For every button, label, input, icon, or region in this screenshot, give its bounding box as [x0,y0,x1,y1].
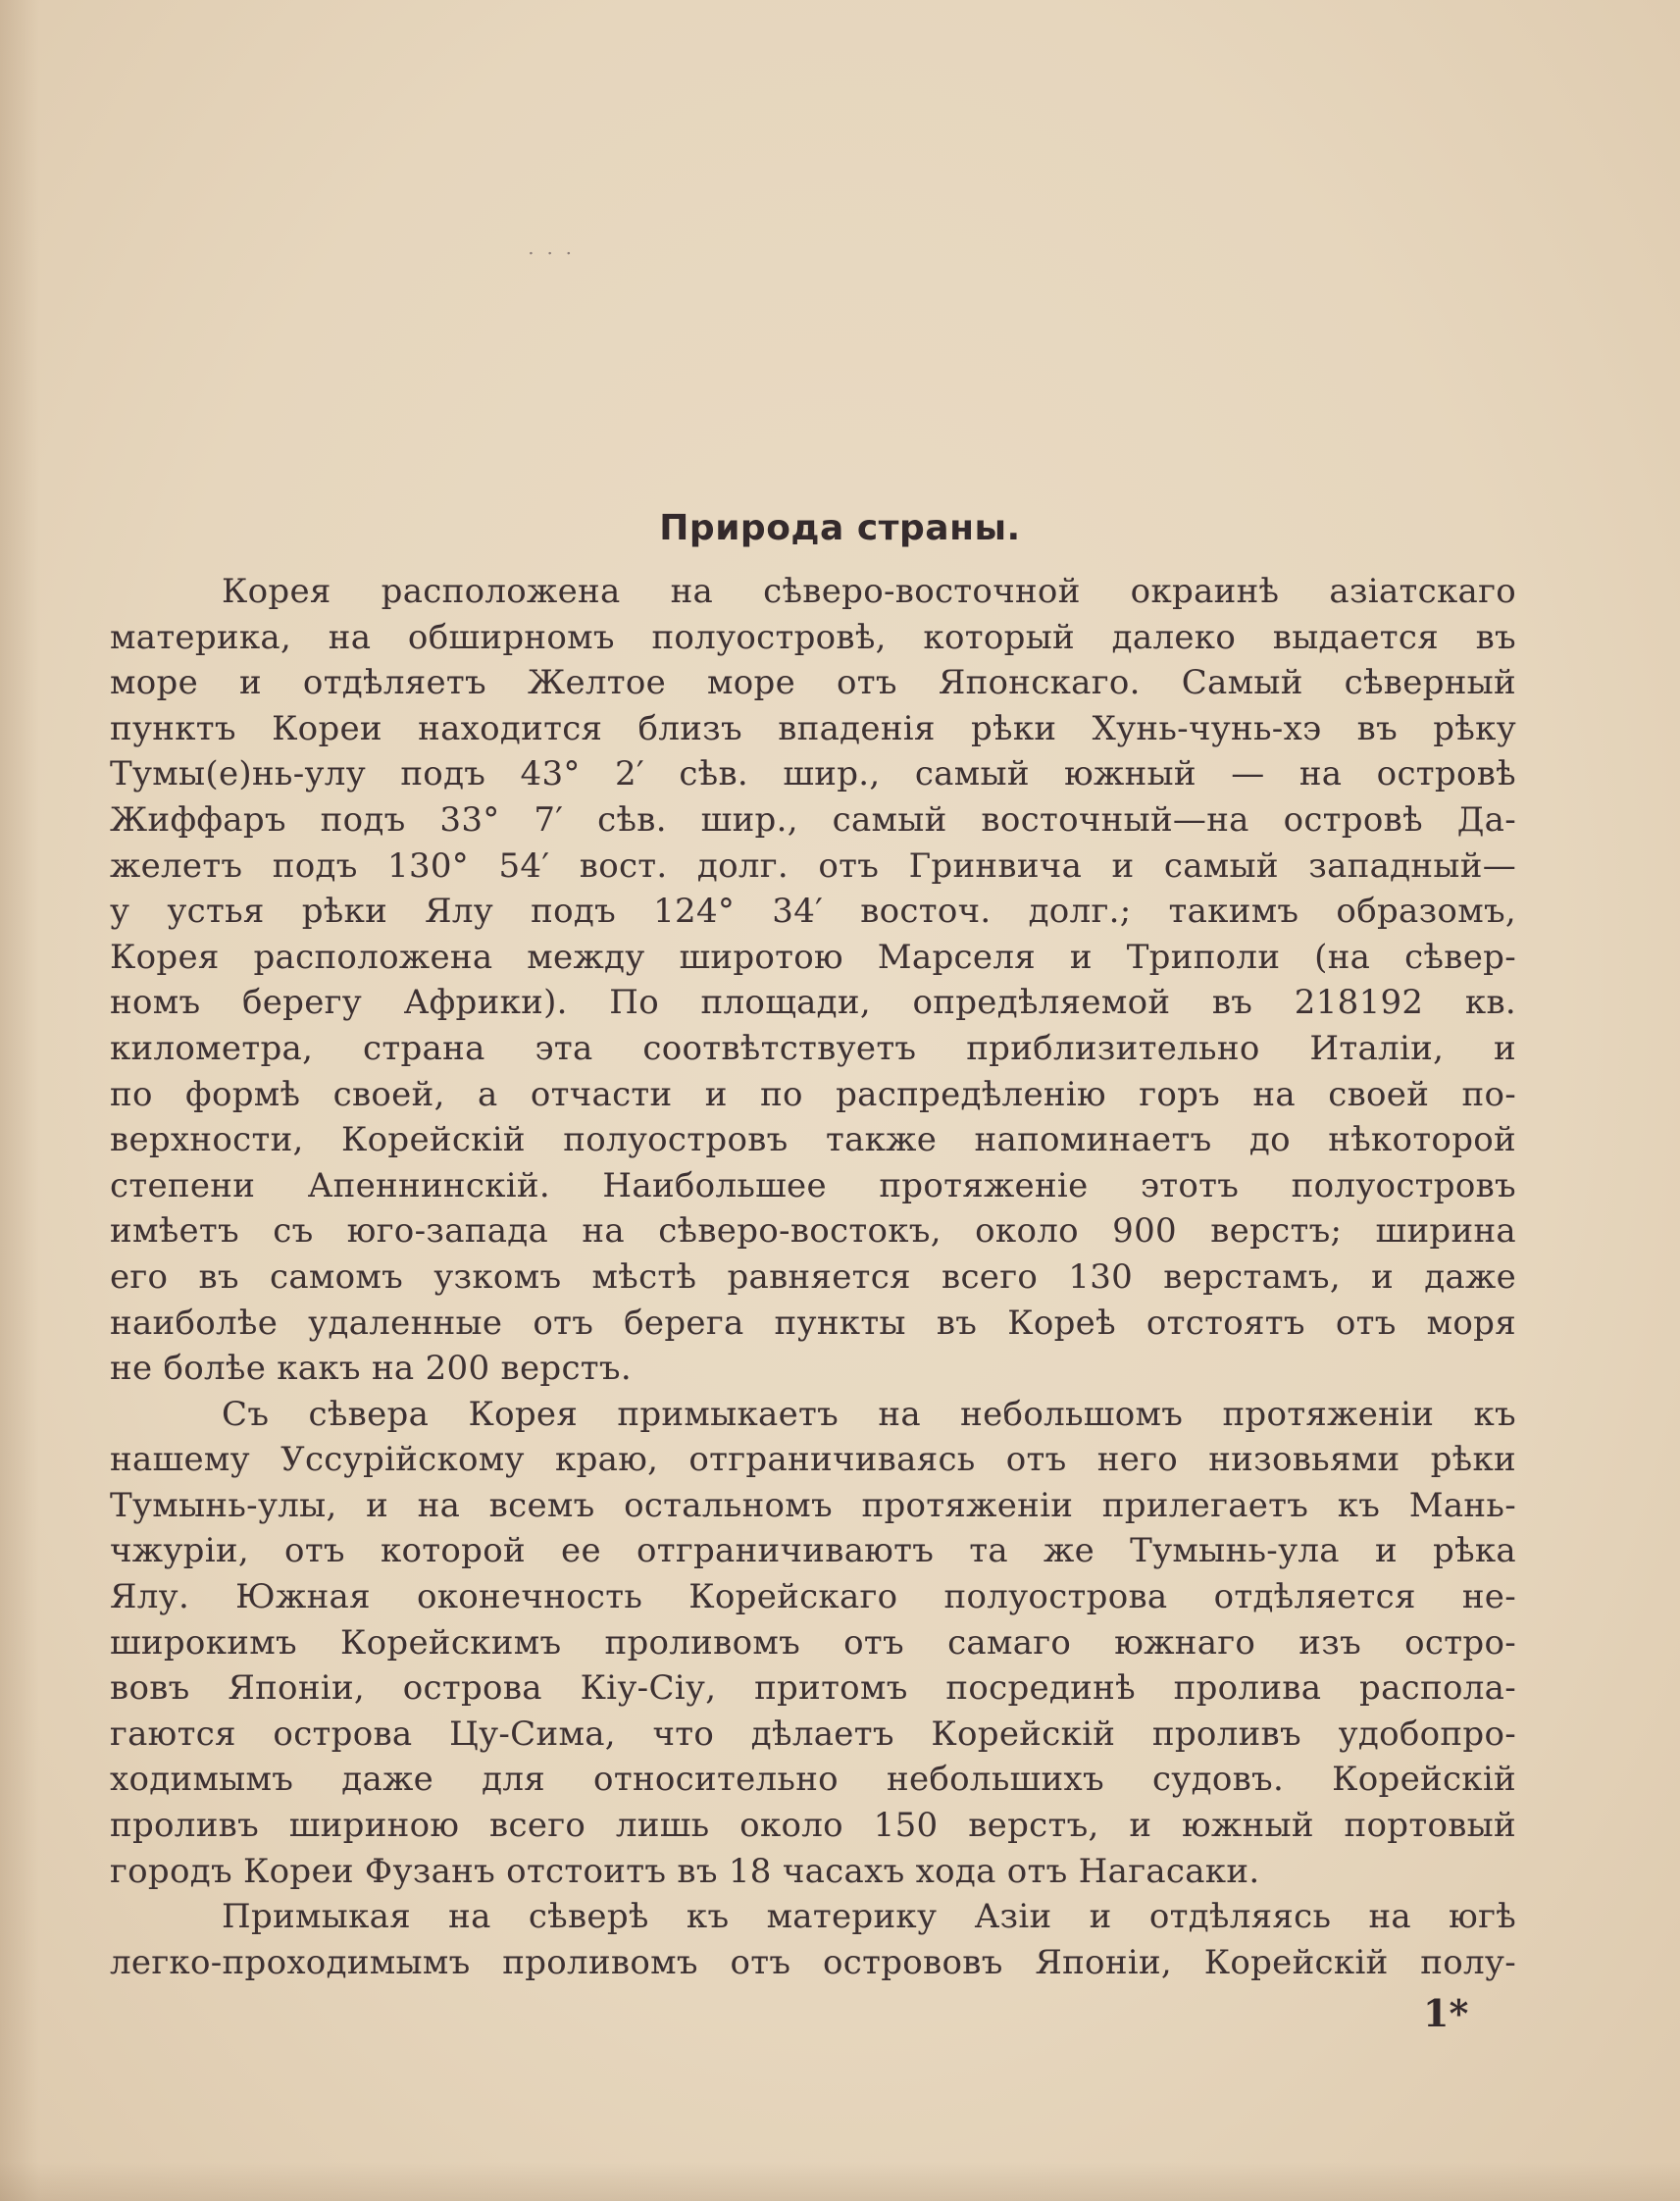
text-line: чжуріи, отъ которой ее отграничиваютъ та же Тумынь-ула и рѣка [110,1531,1516,1571]
text-line: пунктъ Кореи находится близъ впаденія рѣки Хунь-чунь-хэ въ рѣку [110,708,1516,748]
text-line: имѣетъ съ юго-запада на сѣверо-востокъ, около 900 верстъ; ширина [110,1211,1516,1252]
text-line: вовъ Японіи, острова Кіу-Сіу, притомъ посрединѣ пролива распола- [110,1668,1516,1709]
text-line: материка, на обширномъ полуостровѣ, который далеко выдается въ [110,617,1516,657]
text-line: по формѣ своей, а отчасти и по распредѣленію горъ на своей по- [110,1074,1516,1114]
paragraph [110,1392,1516,1895]
page-edge-shadow-left [0,0,39,2201]
text-line: широкимъ Корейскимъ проливомъ отъ самаго южнаго изъ остро- [110,1622,1516,1663]
text-line: степени Апеннинскій. Наибольшее протяженіе этотъ полуостровъ [110,1165,1516,1205]
text-line: не болѣе какъ на 200 верстъ. [110,1349,632,1389]
page-heading: Природа страны. [659,508,1021,549]
text-line: наиболѣе удаленные отъ берега пункты въ Кореѣ отстоятъ отъ моря [110,1303,1516,1343]
page-number: 1* [1423,1991,1469,2035]
text-line: Съ сѣвера Корея примыкаетъ на небольшомъ протяженіи къ [222,1394,1516,1434]
text-line: километра, страна эта соотвѣтствуетъ приблизительно Италіи, и [110,1028,1516,1068]
text-line: Корея расположена между широтою Марселя и Триполи (на сѣвер- [110,937,1516,977]
text-line: море и отдѣляетъ Желтое море отъ Японскаго. Самый сѣверный [110,663,1516,703]
text-line: ходимымъ даже для относительно небольшихъ судовъ. Корейскій [110,1760,1516,1800]
paragraph [110,1894,1516,1985]
text-line: его въ самомъ узкомъ мѣстѣ равняется всего 130 верстамъ, и даже [110,1256,1516,1297]
paragraph [110,569,1516,1392]
text-line: номъ берегу Африки). По площади, опредѣляемой въ 218192 кв. [110,983,1516,1023]
text-line: городъ Кореи Фузанъ отстоитъ въ 18 часахъ хода отъ Нагасаки. [110,1851,1260,1891]
text-line: верхности, Корейскій полуостровъ также напоминаетъ до нѣкоторой [110,1120,1516,1160]
page-edge-shadow-bottom [0,2162,1680,2201]
body-text [110,569,1516,1985]
text-line: Ялу. Южная оконечность Корейскаго полуострова отдѣляется не- [110,1577,1516,1617]
text-line: у устья рѣки Ялу подъ 124° 34′ восточ. долг.; такимъ образомъ, [110,892,1516,932]
text-line: Корея расположена на сѣверо-восточной окраинѣ азіатскаго [222,572,1516,611]
text-line: гаются острова Цу-Сима, что дѣлаетъ Корейскій проливъ удобопро- [110,1714,1516,1754]
ink-speck: ⋅ ⋅ ⋅ [528,241,576,265]
text-line: желетъ подъ 130° 54′ вост. долг. отъ Гринвича и самый западный— [110,845,1516,886]
text-line: Тумынь-улы, и на всемъ остальномъ протяженіи прилегаетъ къ Мань- [110,1485,1516,1525]
text-line: легко-проходимымъ проливомъ отъ острововъ Японіи, Корейскій полу- [110,1942,1516,1982]
text-line: нашему Уссурійскому краю, отграничиваясь отъ него низовьями рѣки [110,1440,1516,1480]
text-line: Жиффаръ подъ 33° 7′ сѣв. шир., самый восточный—на островѣ Да- [110,799,1516,840]
text-line: Тумы(е)нь-улу подъ 43° 2′ сѣв. шир., самый южный — на островѣ [110,754,1516,794]
text-line: Примыкая на сѣверѣ къ материку Азіи и отдѣляясь на югѣ [222,1897,1516,1937]
text-line: проливъ шириною всего лишь около 150 верстъ, и южный портовый [110,1806,1516,1846]
